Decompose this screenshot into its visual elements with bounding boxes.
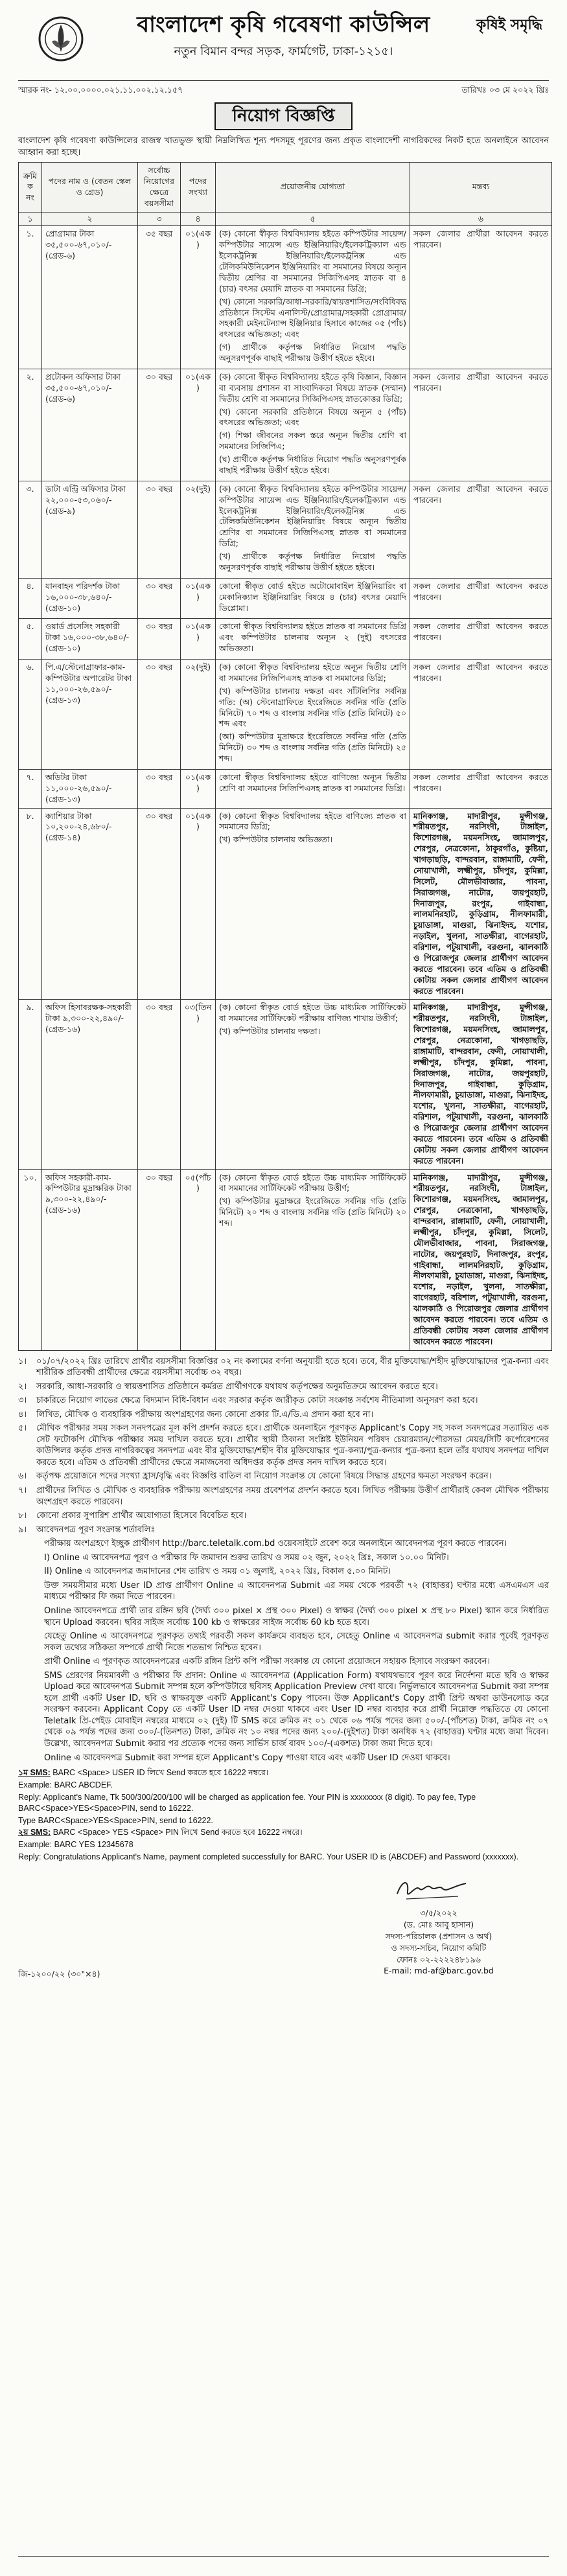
- signatory-subtitle: ও সদস্য-সচিব, নিয়োগ কমিটি: [391, 1942, 487, 1953]
- row-post-name: অফিস সহকারী-কাম-কম্পিউটার মুদ্রাক্ষরিক টাকা ৯,৩০০-২২,৪৯০/- (গ্রেড-১৬): [42, 1169, 138, 1350]
- signatory-name: (ড. মোঃ আবু হাসান): [403, 1919, 474, 1929]
- header-sl: ক্রমিক নং: [19, 163, 42, 213]
- qualification-item: (খ) প্রার্থীকে কর্তৃপক্ষ নির্ধারিত নিয়োগ পদ্ধতি অনুসরণপূর্বক বাছাই পরীক্ষায় উত্তীর্ণ হইতে হইবে।: [219, 551, 406, 572]
- row-post-name: যানবাহন পরিদর্শক টাকা ১৬,০০০-৩৮,৬৪০/- (গ্রেড-১০): [42, 578, 138, 619]
- table-header-row: [19, 163, 552, 213]
- row-qualification: [216, 808, 410, 1000]
- sms1-format: BARC <Space> USER ID লিখে Send করতে হবে 16222 নম্বরে।: [52, 1768, 269, 1778]
- qualification-item: (খ) কম্পিউটার চালনায় দক্ষতা।: [219, 1026, 321, 1037]
- qualification-item: (ক) কোনো স্বীকৃত বোর্ড হইতে উচ্চ মাধ্যমিক সার্টিফিকেট বা সমমানের সার্টিফিকেট পরীক্ষায় উত্তীর্ণ;: [219, 1172, 406, 1193]
- condition-list: [18, 1356, 549, 1536]
- table-row: [19, 808, 552, 1000]
- org-address: নতুন বিমান বন্দর সড়ক, ফার্মগেট, ঢাকা-১২১৫।: [174, 44, 393, 58]
- header-remarks: মন্তব্য: [410, 163, 552, 213]
- remarks-text: সকল জেলার প্রার্থীরা আবেদন করতে পারবেন।: [413, 371, 548, 393]
- remarks-text: সকল জেলার প্রার্থীরা আবেদন করতে পারবেন।: [413, 581, 548, 602]
- online-step: II) Online এ আবেদনপত্র জমাদানের শেষ তারিখ ও সময় ০১ জুলাই, ২০২২ খ্রিঃ, বিকাল ৫.০০ মিনিট।: [44, 1567, 391, 1577]
- column-number: ৬: [410, 212, 552, 226]
- condition-item: [18, 1510, 549, 1522]
- column-number: ৪: [181, 212, 216, 226]
- table-row: [19, 226, 552, 369]
- header-age-limit: সর্বোচ্চ নিয়োগের ক্ষেত্রে বয়সসীমা: [138, 163, 181, 213]
- qualification-item: কোনো স্বীকৃত বিশ্ববিদ্যালয় হইতে স্নাতক বা সমমানের ডিগ্রি এবং কম্পিউটার চালনায় অন্যূন ২ (দুই) বৎসরের অভিজ্ঞতা।: [219, 621, 406, 654]
- row-age-limit: ৩৫ বছর: [138, 226, 181, 369]
- online-steps: [18, 1552, 549, 1764]
- header: [18, 10, 549, 80]
- row-post-name: ওয়ার্ড প্রসেসিং সহকারী টাকা ১৬,০০০-৩৮,৬৪০/- (গ্রেড-১০): [42, 619, 138, 660]
- header-post-count: পদের সংখ্যা: [181, 163, 216, 213]
- row-sl: ২.: [19, 369, 42, 481]
- remarks-text: সকল জেলার প্রার্থীরা আবেদন করতে পারবেন।: [413, 483, 548, 505]
- condition-number: ৪।: [18, 1409, 27, 1420]
- row-remarks: [410, 769, 552, 808]
- remarks-text: সকল জেলার প্রার্থীরা আবেদন করতে পারবেন।: [413, 229, 548, 250]
- row-age-limit: ৩০ বছর: [138, 660, 181, 770]
- table-row: [19, 481, 552, 578]
- row-post-count: ০১(এক): [181, 619, 216, 660]
- sms2-line: [18, 1827, 549, 1838]
- row-remarks: [410, 660, 552, 770]
- row-remarks: [410, 619, 552, 660]
- row-post-name: ডাটা এন্ট্রি অফিসার টাকা ২২,০০০-৫৩,০৬০/- (গ্রেড-৯): [42, 481, 138, 578]
- row-post-count: ০২(দুই): [181, 660, 216, 770]
- motto: কৃষিই সমৃদ্ধি: [476, 17, 542, 33]
- signatory-designation: সদস্য-পরিচালক (প্রশাসন ও অর্থ): [385, 1931, 492, 1941]
- qualification-item: (গ) প্রার্থীকে কর্তৃপক্ষ নির্ধারিত নিয়োগ পদ্ধতি অনুসরণপূর্বক বাছাই পরীক্ষায় উত্তীর্ণ হইতে হইবে।: [219, 342, 406, 363]
- condition-item: [18, 1524, 549, 1536]
- online-step: I) Online এ আবেদনপত্র পূরণ ও পরীক্ষার ফি জমাদান শুরুর তারিখ ও সময় ০২ জুন, ২০২২ খ্রিঃ, সকাল ১০.০০ মিনিট।: [44, 1552, 449, 1563]
- row-age-limit: ৩০ বছর: [138, 808, 181, 1000]
- online-step: Online আবেদনপত্রে প্রার্থী তার রঙ্গিন ছবি (দৈর্ঘ্য ৩০০ pixel × প্রস্থ ৩০০ Pixel) ও স্বাক্ষর (দৈর্ঘ্য ৩০০ pixel × প্রস্থ ৮০ Pixel) স্ক্যান করে নির্ধারিত স্থানে Upload করবেন। ছবির সাইজ সর্বোচ্চ 100 kb ও স্বাক্ষরের সাইজ সর্বোচ্চ 60 kb হতে হবে।: [44, 1605, 549, 1627]
- row-sl: ৫.: [19, 619, 42, 660]
- condition-text: কোনো প্রকার সুপারিশ প্রার্থীর অযোগ্যতা হিসেবে বিবেচিত হবে।: [36, 1511, 247, 1521]
- row-remarks: [410, 226, 552, 369]
- row-post-name: অডিটর টাকা ১১,০০০-২৬,৫৯০/- (গ্রেড-১৩): [42, 769, 138, 808]
- condition-item: [18, 1471, 549, 1482]
- signature-area: [18, 1872, 549, 1979]
- notice-title: নিয়োগ বিজ্ঞপ্তি: [214, 102, 353, 130]
- sms1-example: Example: BARC ABCDEF.: [18, 1780, 113, 1789]
- row-post-count: ০১(এক): [181, 808, 216, 1000]
- remarks-text: মানিকগঞ্জ, মাদারীপুর, মুন্সীগঞ্জ, শরীয়তপুর, নরসিংদী, টাঙ্গাইল, কিশোরগঞ্জ, ময়মনসিংহ, জামালপুর, শেরপুর, নেত্রকোনা, ঠাকুরগাঁও, কুষ্টিয়া, খাগড়াছড়ি, বান্দরবান, রাঙ্গামাটি, ফেনী, নোয়াখালী, লক্ষ্মীপুর, চাঁদপুর, কুমিল্লা, সিলেট, মৌলভীবাজার, পাবনা, সিরাজগঞ্জ, নাটোর, জয়পুরহাট, দিনাজপুর, রংপুর, গাইবান্ধা, লালমনিরহাট, কুড়িগ্রাম, নীলফামারী, চুয়াডাঙ্গা, মাগুরা, ঝিনাইদহ, যশোর, নড়াইল, খুলনা, সাতক্ষীরা, বাগেরহাট, বরিশাল, পটুয়াখালী, বরগুনা, ঝালকাঠি ও পিরোজপুর জেলার প্রার্থীগণ আবেদন করতে পারবেন। তবে এতিম ও প্রতিবন্ধী কোটায় সকল জেলার প্রার্থীগণ আবেদন করতে পারবেন।: [413, 811, 548, 996]
- condition-number: ২।: [18, 1381, 27, 1392]
- condition-text: আবেদনপত্র পূরণ সংক্রান্ত শর্তাবলিঃ: [36, 1524, 156, 1535]
- qualification-item: (ক) কোনো স্বীকৃত বিশ্ববিদ্যালয় হইতে কম্পিউটার সায়েন্স/কম্পিউটার সায়েন্স এন্ড ইঞ্জিনিয়ারিং/ইলেকট্রিক্যাল এন্ড ইলেকট্রনিক্স ইঞ্জিনিয়ারিং/ইলেকট্রনিক্স এন্ড টেলিকমিউনিকেশন ইঞ্জিনিয়ারিং বিষয়ে অন্যূন দ্বিতীয় শ্রেণির বা সমমানের সিজিপিএসহ স্নাতক বা সমমানের ডিগ্রি;: [219, 483, 406, 549]
- row-post-count: ০১(এক): [181, 578, 216, 619]
- conditions: [18, 1356, 549, 1863]
- row-post-count: ০১(এক): [181, 369, 216, 481]
- condition-text: ০১/০৭/২০২২ খ্রিঃ তারিখে প্রার্থীর বয়সসীমা বিজ্ঞপ্তির ০২ নং কলামের বর্ণনা অনুযায়ী হতে হবে। তবে, বীর মুক্তিযোদ্ধা/শহীদ মুক্তিযোদ্ধাদের পুত্র-কন্যা এবং শারীরিক প্রতিবন্ধী প্রার্থীদের ক্ষেত্রে বয়সসীমা সর্বোচ্চ ৩২ বছর।: [36, 1356, 549, 1378]
- condition-text: সরকারি, আধা-সরকারি ও স্বায়ত্তশাসিত প্রতিষ্ঠানে কর্মরত প্রার্থীগণকে যথাযথ কর্তৃপক্ষের অনুমতিক্রমে আবেদন করতে হবে।: [36, 1381, 438, 1392]
- online-step: Online এ আবেদনপত্র Submit করা সম্পন্ন হলে Applicant's Copy পাওয়া যাবে এবং একটি User ID দেওয়া থাকবে।: [44, 1753, 450, 1763]
- signatory-email: E-mail: md-af@barc.gov.bd: [384, 1966, 494, 1976]
- condition-text: মৌখিক পরীক্ষার সময় সকল সনদপত্রের মূল কপি প্রদর্শন করতে হবে। প্রার্থীকে অনলাইনে পূরণকৃত Applicant's Copy সহ সকল সনদপত্রের সত্যায়িত এক সেট ফটোকপি মৌখিক পরীক্ষার সময় দাখিল করতে হবে। প্রার্থীর স্থায়ী ঠিকানা সংশ্লিষ্ট ইউনিয়ন পরিষদ চেয়ারম্যান/পৌরসভা মেয়র/সিটি কর্পোরেশনের কাউন্সিলর কর্তৃক প্রদত্ত নাগরিকত্বের সনদপত্র এবং বীর মুক্তিযোদ্ধা/শহীদ বীর মুক্তিযোদ্ধার পুত্র-কন্যা/পুত্র-কন্যার পুত্র-কন্যা হলে তাঁর যথাযথ সনদপত্র দাখিল করতে হবে। এতিম ও প্রতিবন্ধী প্রার্থীদের ক্ষেত্রে সমাজসেবা অধিদপ্তর কর্তৃক প্রদত্ত সনদ দাখিল করতে হবে।: [36, 1423, 549, 1467]
- sms1-reply-type: Type BARC<Space>YES<Space>PIN, send to 16222.: [18, 1815, 213, 1825]
- sms2-reply: Reply: Congratulations Applicant's Name, payment completed successfully for BARC. Your USER ID is (ABCDEF) and Password (xxxxxxx).: [18, 1852, 519, 1862]
- condition-text: কর্তৃপক্ষ প্রয়োজনে পদের সংখ্যা হ্রাস/বৃদ্ধি এবং বিজ্ঞপ্তি বাতিল বা নিয়োগ সংক্রান্ত যে কোনো বিষয়ে সিদ্ধান্ত গ্রহণের ক্ষমতা সংরক্ষণ করেন।: [36, 1471, 492, 1482]
- row-qualification: [216, 619, 410, 660]
- posts-table: [18, 162, 552, 1351]
- column-number: ২: [42, 212, 138, 226]
- row-post-count: ০৩(তিন): [181, 1000, 216, 1169]
- signature-icon: [393, 1872, 471, 1905]
- table-row: [19, 1169, 552, 1350]
- qualification-item: (খ) কম্পিউটার চালনায় দক্ষতা এবং সাঁটলিপির সর্বনিম্ন গতি: (অ) স্টেনোগ্রাফিতে ইংরেজিতে সর্বনিম্ন গতি (প্রতি মিনিটে) ৭০ শব্দ ও বাংলায় সর্বনিম্ন গতি (প্রতি মিনিটে) ৫০ শব্দ এবং: [219, 685, 406, 729]
- condition-number: ৯।: [18, 1524, 27, 1535]
- row-remarks: [410, 578, 552, 619]
- row-post-name: প্রোগ্রামার টাকা ৩৫,৫০০-৬৭,০১০/- (গ্রেড-৬): [42, 226, 138, 369]
- row-qualification: [216, 481, 410, 578]
- row-sl: ১.: [19, 226, 42, 369]
- remarks-text: সকল জেলার প্রার্থীরা আবেদন করতে পারবেন।: [413, 662, 548, 683]
- condition-item: [18, 1395, 549, 1407]
- bottom-rule: [18, 2556, 549, 2557]
- remarks-text: মানিকগঞ্জ, মাদারীপুর, মুন্সীগঞ্জ, শরীয়তপুর, নরসিংদী, টাঙ্গাইল, কিশোরগঞ্জ, ময়মনসিংহ, জামালপুর, শেরপুর, নেত্রকোনা, খাগড়াছড়ি, বান্দরবান, রাঙ্গামাটি, ফেনী, নোয়াখালী, লক্ষ্মীপুর, চাঁদপুর, কুমিল্লা, সিলেট, মৌলভীবাজার, পাবনা, সিরাজগঞ্জ, নাটোর, জয়পুরহাট, দিনাজপুর, রংপুর, গাইবান্ধা, লালমনিরহাট, কুড়িগ্রাম, নীলফামারী, চুয়াডাঙ্গা, মাগুরা, ঝিনাইদহ, যশোর, নড়াইল, খুলনা, সাতক্ষীরা, বাগেরহাট, বরিশাল, পটুয়াখালী, বরগুনা, ঝালকাঠি ও পিরোজপুর জেলার প্রার্থীগণ আবেদন করতে পারবেন। তবে এতিম ও প্রতিবন্ধী কোটায় সকল জেলার প্রার্থীগণ আবেদন করতে পারবেন।: [413, 1172, 548, 1346]
- row-qualification: [216, 1000, 410, 1169]
- qualification-item: (আ) কম্পিউটার মুদ্রাক্ষরে ইংরেজিতে সর্বনিম্ন গতি (প্রতি মিনিটে) ৩০ শব্দ ও বাংলায় সর্বনিম্ন গতি (প্রতি মিনিটে) ২৫ শব্দ।: [219, 731, 406, 764]
- header-qualification: প্রয়োজনীয় যোগ্যতা: [216, 163, 410, 213]
- row-post-name: প্রটোকল অফিসার টাকা ৩৫,৫০০-৬৭,০১০/- (গ্রেড-৬): [42, 369, 138, 481]
- qualification-item: (খ) কোনো সরকারি প্রতিষ্ঠানে বিষয়ে অন্যূন ৫ (পাঁচ) বৎসরের অভিজ্ঞতা; এবং: [219, 406, 406, 428]
- condition-number: ৮।: [18, 1511, 27, 1521]
- row-remarks: [410, 481, 552, 578]
- row-qualification: [216, 660, 410, 770]
- table-row: [19, 619, 552, 660]
- row-age-limit: ৩০ বছর: [138, 1169, 181, 1350]
- sms2-example: Example: BARC YES 12345678: [18, 1840, 133, 1850]
- qualification-item: কোনো স্বীকৃত বোর্ড হইতে অটোমোবাইল ইঞ্জিনিয়ারিং বা মেকানিক্যাল ইঞ্জিনিয়ারিং বিষয়ে ৪ (চার) বৎসর মেয়াদি ডিপ্লোমা।: [219, 581, 406, 613]
- qualification-item: (ক) কোনো স্বীকৃত বিশ্ববিদ্যালয় হইতে কৃষি বিজ্ঞান, বিজ্ঞান বা ব্যবসায় প্রশাসন বা সাংবাদিকতা বিষয়ে স্নাতক (সম্মান) দ্বিতীয় শ্রেণি বা সমমানের সিজিপিএসহ স্নাতকোত্তর ডিগ্রি;: [219, 371, 406, 404]
- row-post-count: ০২(দুই): [181, 481, 216, 578]
- online-step: প্রার্থী Online এ পূরণকৃত আবেদনপত্রের একটি রঙ্গিন প্রিন্ট কপি পরীক্ষা সংক্রান্ত যে কোনো প্রয়োজনে সহায়ক হিসাবে সংরক্ষণ করবেন।: [44, 1657, 491, 1667]
- qualification-item: কোনো স্বীকৃত বিশ্ববিদ্যালয় হইতে বাণিজ্যে অন্যূন দ্বিতীয় শ্রেণি বা সমমানের সিজিপিএসহ স্নাতক বা সমমানের ডিগ্রি।: [219, 772, 406, 793]
- row-qualification: [216, 226, 410, 369]
- row-age-limit: ৩০ বছর: [138, 481, 181, 578]
- online-step: SMS প্রেরণের নিয়মাবলী ও পরীক্ষার ফি প্রদান: Online এ আবেদনপত্র (Application Form) যথাযথভাবে পূরণ করে নির্দেশনা মতে ছবি ও স্বাক্ষর Upload করে আবেদনপত্র Submit সম্পন্ন হলে কম্পিউটারে ছবিসহ Application Preview দেখা যাবে। নির্ভুলভাবে আবেদনপত্র Submit করা সম্পন্ন হলে প্রার্থী একটি User ID, ছবি ও স্বাক্ষরযুক্ত একটি Applicant's Copy পাবেন। উক্ত Applicant's Copy প্রার্থী প্রিন্ট অথবা ডাউনলোড করে সংরক্ষণ করবেন। Applicant Copy তে একটি User ID নম্বর দেওয়া থাকবে এবং User ID নম্বর ব্যবহার করে প্রার্থী নিম্নোক্ত পদ্ধতিতে যে কোনো Teletalk প্রি-পেইড মোবাইল নম্বরের মাধ্যমে ০২ (দুই) টি SMS করে ক্রমিক নং ০১ থেকে ০৬ পর্যন্ত পদের জন্য ৫০০/-(পাঁচশত) টাকা, ক্রমিক নং ০৭ থেকে ০৯ পর্যন্ত পদের জন্য ৩০০/-(তিনশত) টাকা, ক্রমিক নং ১০ নম্বর পদের জন্য ২০০/-(দুইশত) টাকা অনধিক ৭২ (বাহাত্তর) ঘণ্টার মধ্যে জমা দিবেন। উল্লেখ্য, আবেদনপত্র Submit করার পর প্রত্যেক পদের জন্য সার্ভিস চার্জ বাবদ ১০০/-(একশত) টাকা জমা দিতে হবে।: [44, 1670, 549, 1749]
- row-sl: ৪.: [19, 578, 42, 619]
- column-number: ৫: [216, 212, 410, 226]
- row-age-limit: ৩০ বছর: [138, 769, 181, 808]
- qualification-item: (খ) কম্পিউটার চালনায় অভিজ্ঞতা।: [219, 834, 333, 845]
- condition-number: ৩।: [18, 1396, 27, 1406]
- signatory-phone: ফোনঃ ০২-২২২২৪৮১৯৬: [397, 1954, 481, 1964]
- reference-line: [18, 80, 549, 98]
- table-row: [19, 769, 552, 808]
- row-sl: ৬.: [19, 660, 42, 770]
- row-post-count: ০১(এক): [181, 769, 216, 808]
- reference-number: স্মারক নং- ১২.০০.০০০০.০২১.১১.০০২.১২.১৫৭: [18, 85, 183, 95]
- table-row: [19, 578, 552, 619]
- row-sl: ৮.: [19, 808, 42, 1000]
- row-sl: ১০.: [19, 1169, 42, 1350]
- qualification-item: (ক) কোনো স্বীকৃত বিশ্ববিদ্যালয় হইতে কম্পিউটার সায়েন্স/কম্পিউটার সায়েন্স এন্ড ইঞ্জিনিয়ারিং/ইলেকট্রিক্যাল এন্ড ইলেকট্রনিক্স ইঞ্জিনিয়ারিং/ইলেকট্রনিক্স এন্ড টেলিকমিউনিকেশন ইঞ্জিনিয়ারিং বা সমমানের বিষয়ে অন্যূন দ্বিতীয় শ্রেণির বা সমমানের সিজিপিএসহ স্নাতক বা ৪ (চার) বৎসর মেয়াদি স্নাতক বা সমমানের ডিগ্রি;: [219, 229, 406, 293]
- notice-date: তারিখঃ ০৩ মে ২০২২ খ্রিঃ: [461, 85, 549, 95]
- row-post-name: পি.এ/স্টেনোগ্রাফার-কাম-কম্পিউটার অপারেটর টাকা ১১,০০০-২৬,৫৯০/- (গ্রেড-১৩): [42, 660, 138, 770]
- qualification-item: (খ) কম্পিউটার মুদ্রাক্ষরে ইংরেজিতে সর্বনিম্ন গতি (প্রতি মিনিটে) ২০ শব্দ ও বাংলায় সর্বনিম্ন গতি (প্রতি মিনিটে) ২০ শব্দ।: [219, 1196, 406, 1228]
- sms-instructions: [18, 1767, 549, 1863]
- qualification-item: (ঘ) প্রার্থীকে কর্তৃপক্ষ নির্ধারিত নিয়োগ পদ্ধতি অনুসরণপূর্বক বাছাই পরীক্ষায় উত্তীর্ণ হইতে হইবে।: [219, 454, 406, 475]
- row-age-limit: ৩০ বছর: [138, 1000, 181, 1169]
- condition-item: [18, 1485, 549, 1508]
- condition-item: [18, 1409, 549, 1421]
- online-step: যেহেতু Online এ আবেদনপত্রে পূরণকৃত তথ্যই পরবর্তী সকল কার্যক্রমে ব্যবহৃত হবে, সেহেতু Online এ আবেদনপত্র submit করার পূর্বেই পূরণকৃত সকল তথ্যের সঠিকতা সম্পর্কে প্রার্থী নিজে শতভাগ নিশ্চিত হবেন।: [44, 1631, 549, 1653]
- row-sl: ৭.: [19, 769, 42, 808]
- qualification-item: (ক) কোনো স্বীকৃত বিশ্ববিদ্যালয় হইতে বাণিজ্যে স্নাতক বা সমমানের ডিগ্রি;: [219, 811, 406, 832]
- sms2-label: ২য় SMS:: [18, 1828, 51, 1837]
- sms1-reply: Reply: Applicant's Name, Tk 500/300/200/100 will be charged as application fee. Your PIN is xxxxxxxx (8 digit). To pay fee, Type BARC<Space>YES<Space>PIN, send to 16222.: [18, 1792, 476, 1813]
- barc-logo-icon: [38, 16, 84, 62]
- row-post-name: অফিস হিসাবরক্ষক-সহকারী টাকা ৯,৩০০-২২,৪৯০/- (গ্রেড-১৬): [42, 1000, 138, 1169]
- column-number: ১: [19, 212, 42, 226]
- signature-date: ৩/৫/২০২২: [420, 1908, 457, 1918]
- row-qualification: [216, 578, 410, 619]
- condition-text: লিখিত, মৌখিক ও ব্যবহারিক পরীক্ষায় অংশগ্রহণের জন্য কোনো প্রকার টি.এ/ডি.এ প্রদান করা হবে না।: [36, 1409, 374, 1420]
- condition-number: ৫।: [18, 1423, 27, 1434]
- remarks-text: সকল জেলার প্রার্থীরা আবেদন করতে পারবেন।: [413, 621, 548, 643]
- online-step: উক্ত সময়সীমার মধ্যে User ID প্রাপ্ত প্রার্থীগণ Online এ আবেদনপত্র Submit এর সময় থেকে পরবর্তী ৭২ (বাহাত্তর) ঘণ্টার মধ্যে এসএমএস এর মাধ্যমে পরীক্ষার ফি জমা দিতে পারবেন।: [44, 1580, 549, 1602]
- table-row: [19, 369, 552, 481]
- row-age-limit: ৩০ বছর: [138, 369, 181, 481]
- qualification-item: (গ) শিক্ষা জীবনের সকল স্তরে অন্যূন দ্বিতীয় শ্রেণি বা সমমানের সিজিপিএ;: [219, 430, 406, 452]
- sms1-line: [18, 1767, 549, 1778]
- row-sl: ৩.: [19, 481, 42, 578]
- row-remarks: [410, 369, 552, 481]
- sms2-format: BARC <Space> YES <Space> PIN লিখে Send করতে হবে 16222 নম্বরে।: [52, 1828, 303, 1837]
- column-number-row: [19, 212, 552, 226]
- row-post-count: ০১(এক): [181, 226, 216, 369]
- row-qualification: [216, 1169, 410, 1350]
- remarks-text: সকল জেলার প্রার্থীরা আবেদন করতে পারবেন।: [413, 772, 548, 793]
- condition-number: ৭।: [18, 1486, 27, 1496]
- sms1-label: ১ম SMS:: [18, 1768, 51, 1778]
- notice-intro: বাংলাদেশ কৃষি গবেষণা কাউন্সিলের রাজস্ব খাতভুক্ত স্থায়ী নিম্নলিখিত শূন্য পদসমূহ পূরণের জন্য প্রকৃত বাংলাদেশী নাগরিকদের নিকট হতে অনলাইনে আবেদন আহ্বান করা হচ্ছে।: [18, 135, 549, 157]
- row-qualification: [216, 769, 410, 808]
- header-post-name: পদের নাম ও (বেতন স্কেল ও গ্রেড): [42, 163, 138, 213]
- row-remarks: [410, 1169, 552, 1350]
- row-age-limit: ৩০ বছর: [138, 619, 181, 660]
- row-sl: ৯.: [19, 1000, 42, 1169]
- table-row: [19, 660, 552, 770]
- row-age-limit: ৩০ বছর: [138, 578, 181, 619]
- condition-number: ১।: [18, 1356, 27, 1366]
- condition-item: [18, 1381, 549, 1393]
- remarks-text: মানিকগঞ্জ, মাদারীপুর, মুন্সীগঞ্জ, শরীয়তপুর, নরসিংদী, টাঙ্গাইল, কিশোরগঞ্জ, ময়মনসিংহ, জামালপুর, শেরপুর, নেত্রকোনা, খাগড়াছড়ি, রাঙ্গামাটি, বান্দরবান, ফেনী, নোয়াখালী, লক্ষ্মীপুর, চাঁদপুর, কুমিল্লা, পাবনা, সিরাজগঞ্জ, নাটোর, জয়পুরহাট, দিনাজপুর, গাইবান্ধা, কুড়িগ্রাম, নীলফামারী, চুয়াডাঙ্গা, মাগুরা, ঝিনাইদহ, যশোর, খুলনা, সাতক্ষীরা, বাগেরহাট, বরিশাল, পটুয়াখালী, বরগুনা, ঝালকাঠি ও পিরোজপুর জেলার প্রার্থীগণ আবেদন করতে পারবেন। তবে এতিম ও প্রতিবন্ধী কোটায় সকল জেলার প্রার্থীগণ আবেদন করতে পারবেন।: [413, 1002, 548, 1166]
- qualification-item: (খ) কোনো সরকারি/আধা-সরকারি/স্বায়ত্তশাসিত/সংবিধিবদ্ধ প্রতিষ্ঠানে সিস্টেম এনালিস্ট/প্রোগ্রামার/সহকারী প্রোগ্রামার/সহকারী মেইনটেন্যান্স ইঞ্জিনিয়ার হিসাবে কাজের ০৫ (পাঁচ) বৎসরের অভিজ্ঞতা; এবং: [219, 296, 406, 339]
- row-post-name: ক্যাশিয়ার টাকা ১০,২০০-২৪,৬৮০/- (গ্রেড-১৪): [42, 808, 138, 1000]
- online-intro: পরীক্ষায় অংশগ্রহণে ইচ্ছুক প্রার্থীগণ http://barc.teletalk.com.bd ওয়েবসাইটে প্রবেশ করে অনলাইনে আবেদনপত্র পূরণ করতে পারবেন।: [44, 1539, 507, 1549]
- condition-item: [18, 1356, 549, 1379]
- row-qualification: [216, 369, 410, 481]
- footer-code: জি-১২০০/২২ (৩০"×৪): [18, 1969, 100, 1979]
- table-row: [19, 1000, 552, 1169]
- condition-text: প্রার্থীদের লিখিত ও মৌখিক ও ব্যবহারিক পরীক্ষায় অংশগ্রহণের সময় প্রবেশপত্র প্রদর্শন করতে হবে। লিখিত পরীক্ষায় উত্তীর্ণ প্রার্থীরাই কেবল মৌখিক পরীক্ষায় অংশগ্রহণ করতে পারবেন।: [36, 1486, 549, 1507]
- column-number: ৩: [138, 212, 181, 226]
- condition-text: চাকরিতে নিয়োগ লাভের ক্ষেত্রে বিদ্যমান বিধি-বিধান এবং সরকার কর্তৃক জারীকৃত কোটা সংক্রান্ত সর্বশেষ নীতিমালা অনুসরণ করা হবে।: [36, 1396, 478, 1406]
- qualification-item: (ক) কোনো স্বীকৃত বোর্ড হইতে উচ্চ মাধ্যমিক সার্টিফিকেট বা সমমানের সার্টিফিকেট পরীক্ষায় বাণিজ্য শাখায় উত্তীর্ণ;: [219, 1002, 406, 1024]
- qualification-item: (ক) কোনো স্বীকৃত বিশ্ববিদ্যালয় হইতে অন্যূন দ্বিতীয় শ্রেণি বা সমমানের সিজিপিএসহ স্নাতক বা সমমানের ডিগ্রি;: [219, 662, 406, 683]
- condition-number: ৬।: [18, 1471, 27, 1482]
- row-remarks: [410, 808, 552, 1000]
- row-remarks: [410, 1000, 552, 1169]
- posts-table-body: [19, 226, 552, 1350]
- row-post-count: ০৫(পাঁচ): [181, 1169, 216, 1350]
- title-wrap: [18, 102, 549, 130]
- signatory-block: [341, 1908, 536, 1977]
- condition-item: [18, 1423, 549, 1468]
- org-name: বাংলাদেশ কৃষি গবেষণা কাউন্সিল: [137, 12, 430, 38]
